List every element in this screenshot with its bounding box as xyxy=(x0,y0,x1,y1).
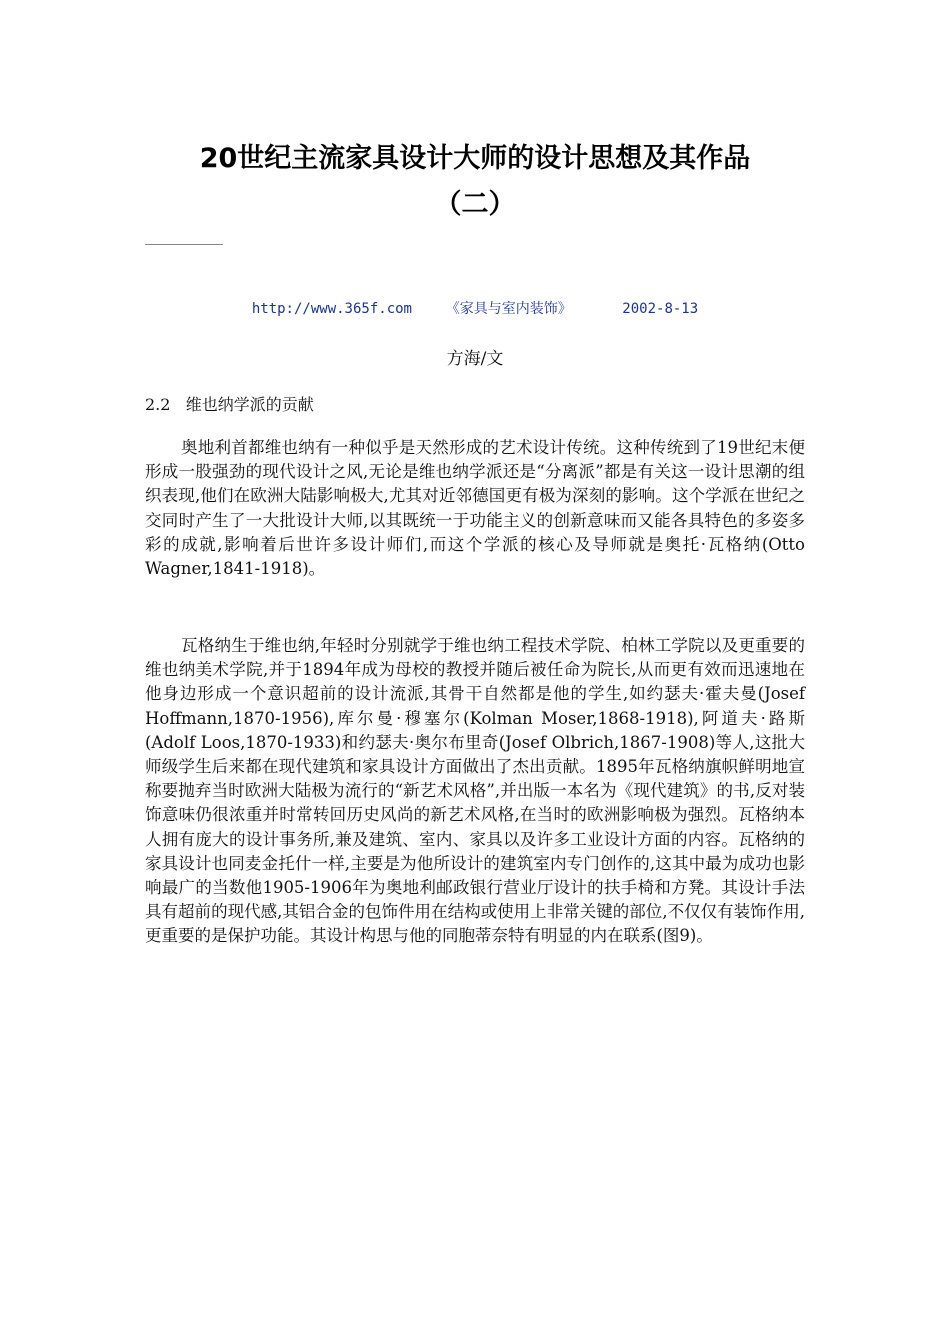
body-paragraph-1: 奥地利首都维也纳有一种似乎是天然形成的艺术设计传统。这种传统到了19世纪末便形成一股强劲的现代设计之风,无论是维也纳学派还是“分离派”都是有关这一设计思潮的组织表现,他们在欧洲大陆影响极大,尤其对近邻德国更有极为深刻的影响。这个学派在世纪之交同时产生了一大批设计大师,以其既统一于功能主义的创新意味而又能各具特色的多姿多彩的成就,影响着后世许多设计师们,而这个学派的核心及导师就是奥托·瓦格纳(Otto Wagner,1841-1918)。 xyxy=(145,438,805,579)
publication-name: 《家具与室内装饰》 xyxy=(445,301,572,317)
source-link[interactable]: http://www.365f.com xyxy=(251,301,412,317)
article-title: 20世纪主流家具设计大师的设计思想及其作品 xyxy=(199,143,751,174)
publish-date: 2002-8-13 xyxy=(622,301,699,317)
body-paragraph-2: 瓦格纳生于维也纳,年轻时分别就学于维也纳工程技术学院、柏林工学院以及更重要的维也纳美术学院,并于1894年成为母校的教授并随后被任命为院长,从而更有效而迅速地在他身边形成一个意识超前的设计流派,其骨干自然都是他的学生,如约瑟夫·霍夫曼(Josef Hoffmann,1870-1956),库尔曼·穆塞尔(Kolman Moser,1868-1918),阿道夫·路斯(Adolf Loos,1870-1933)和约瑟夫·奥尔布里奇(Josef Olbrich,1867-1908)等人,这批大师级学生后来都在现代建筑和家具设计方面做出了杰出贡献。1895年瓦格纳旗帜鲜明地宣称要抛弃当时欧洲大陆极为流行的“新艺术风格”,并出版一本名为《现代建筑》的书,反对装饰意味仍很浓重并时常转回历史风尚的新艺术风格,在当时的欧洲影响极为强烈。瓦格纳本人拥有庞大的设计事务所,兼及建筑、室内、家具以及许多工业设计方面的内容。瓦格纳的家具设计也同麦金托什一样,主要是为他所设计的建筑室内专门创作的,这其中最为成功也影响最广的当数他1905-1906年为奥地利邮政银行营业厅设计的扶手椅和方凳。其设计手法具有超前的现代感,其铝合金的包饰件用在结构或使用上非常关键的部位,不仅仅有装饰作用,更重要的是保护功能。其设计构思与他的同胞蒂奈特有明显的内在联系(图9)。 xyxy=(145,636,805,946)
section-heading: 2.2 维也纳学派的贡献 xyxy=(145,395,314,414)
author-byline: 方海/文 xyxy=(446,349,504,369)
article-meta xyxy=(0,298,950,318)
article-title-part: （二） xyxy=(434,189,516,220)
title-divider xyxy=(145,244,223,245)
